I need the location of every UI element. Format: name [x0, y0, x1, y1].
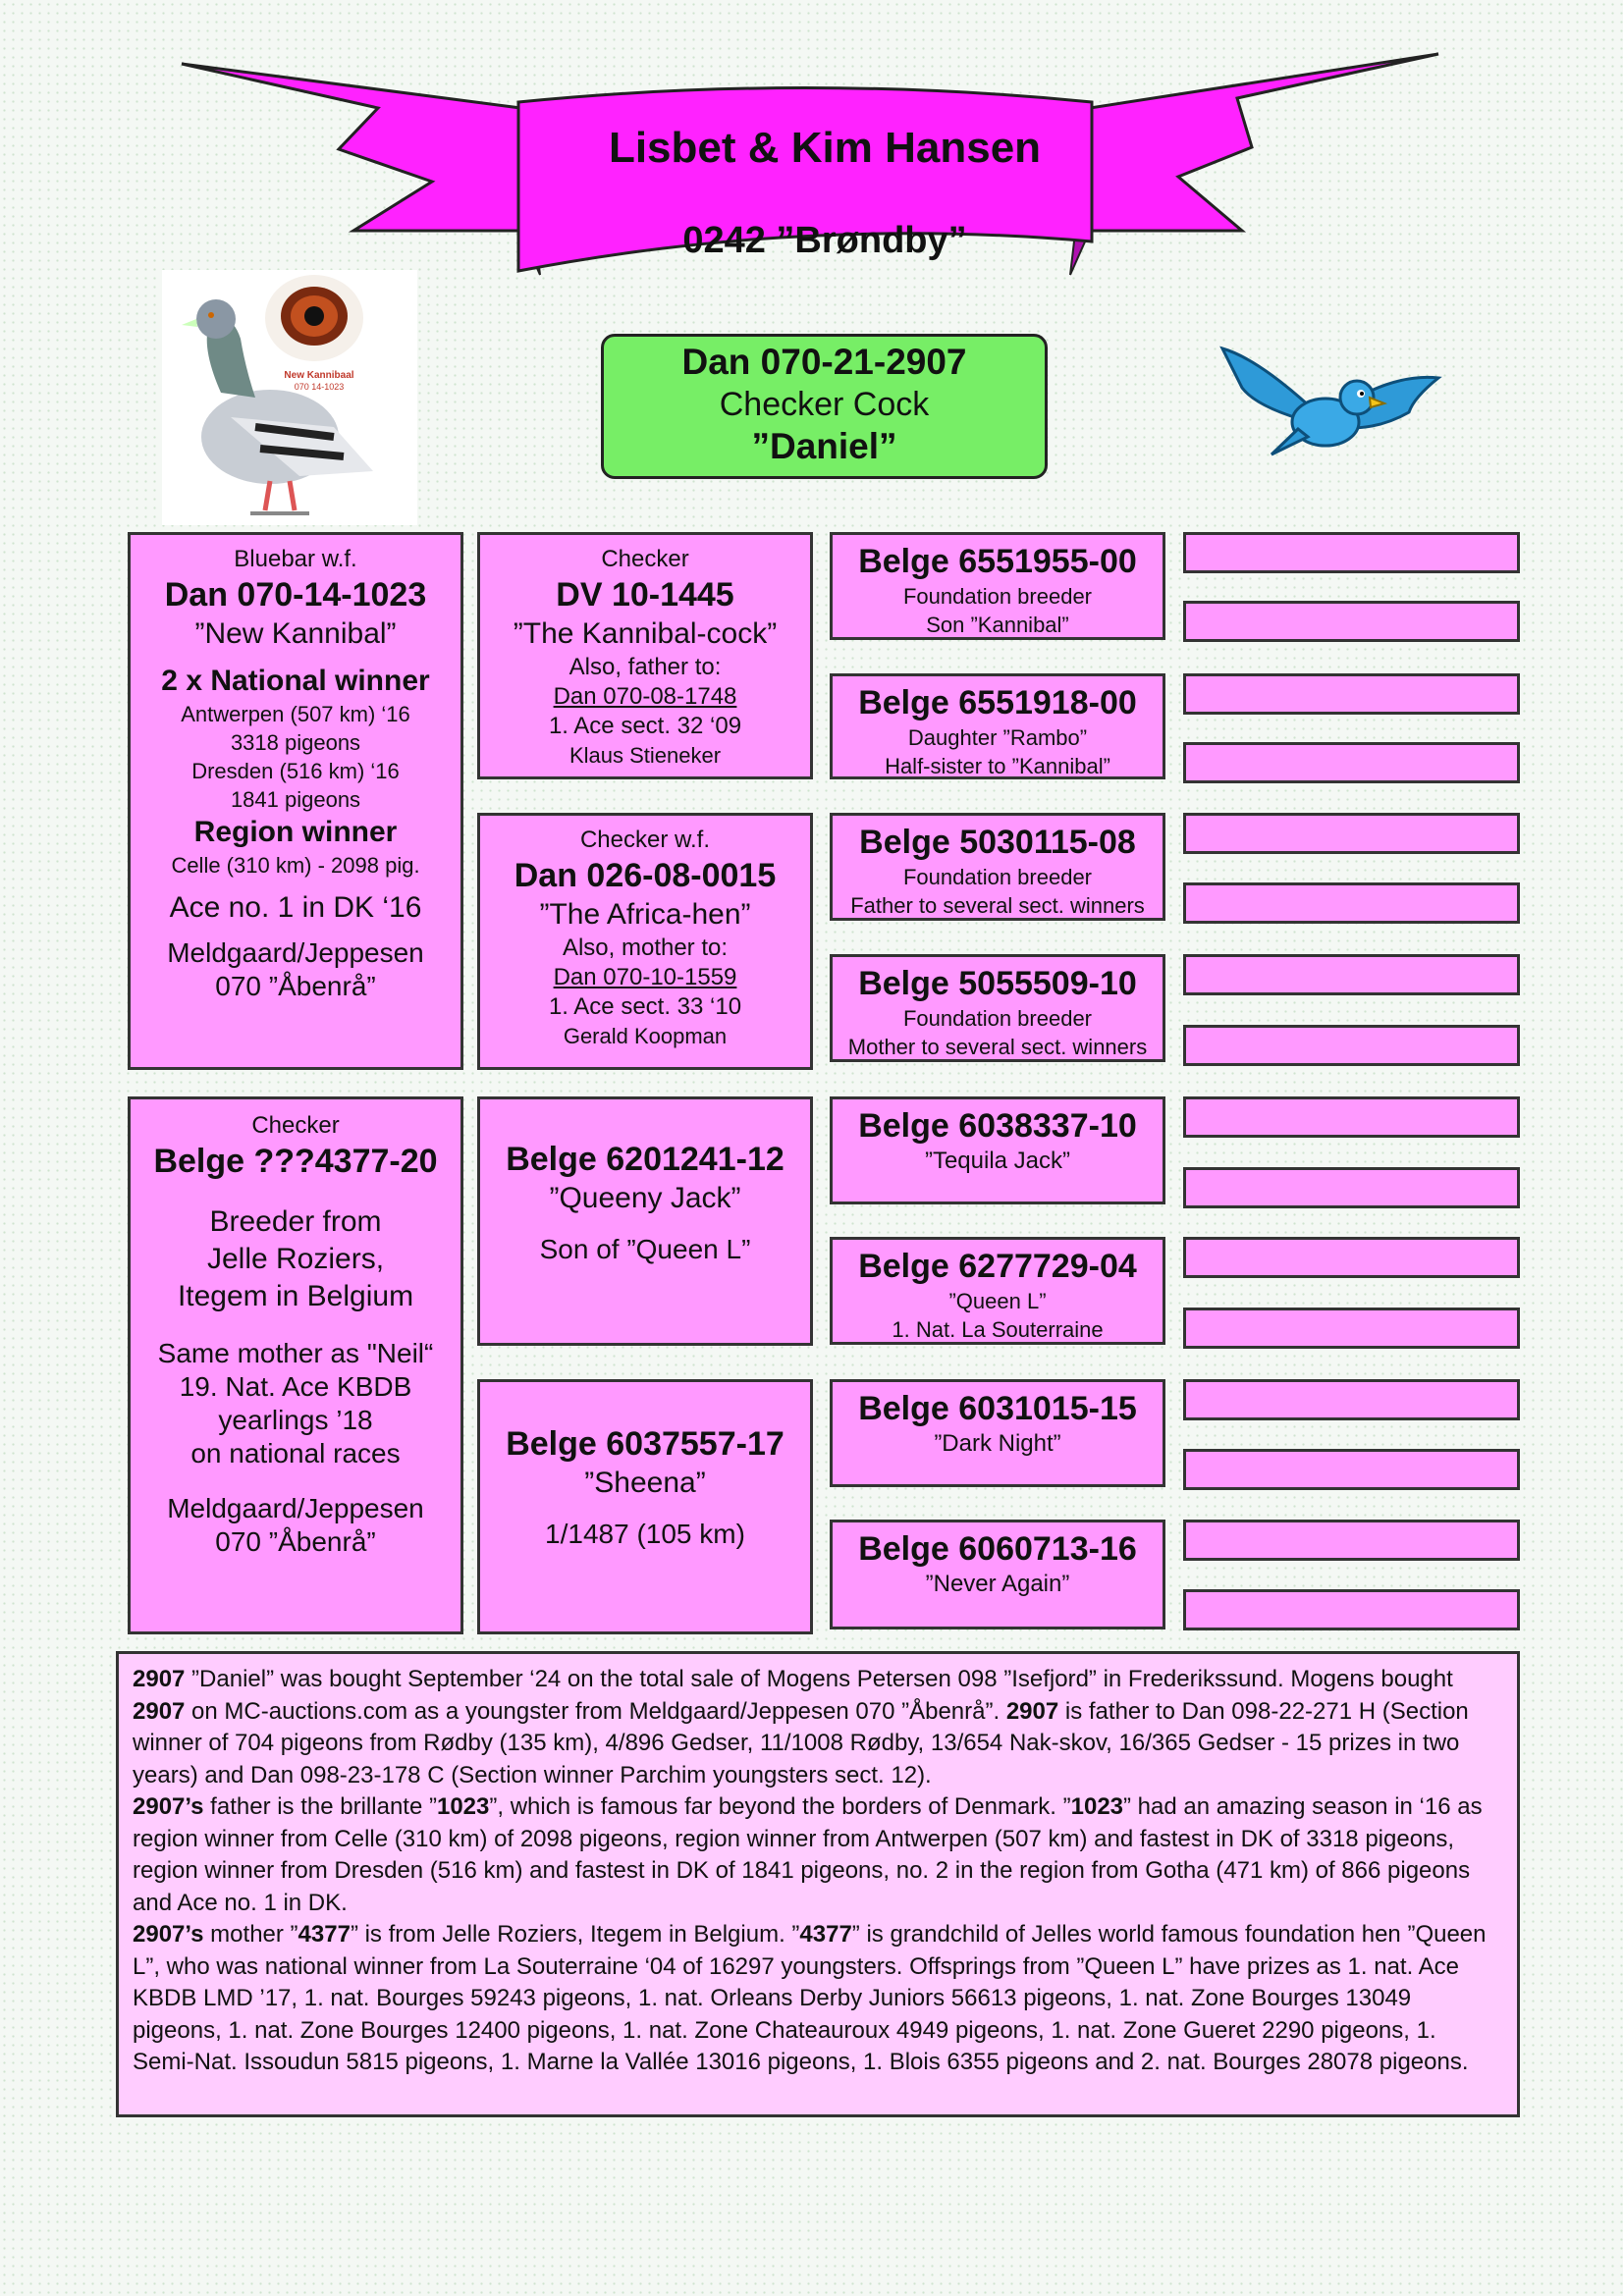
dam-breeder-loft: 070 ”Åbenrå” — [215, 1526, 376, 1557]
g3-line: Foundation breeder — [902, 584, 1093, 609]
g3-line: Foundation breeder — [902, 865, 1093, 889]
sire-ace: Ace no. 1 in DK ‘16 — [169, 891, 422, 924]
ss-ring: DV 10-1445 — [556, 576, 734, 614]
g3-line: ”Never Again” — [925, 1571, 1070, 1597]
g3-line: Mother to several sect. winners — [847, 1035, 1148, 1059]
sire-result: Celle (310 km) - 2098 pig. — [171, 853, 420, 878]
dam-note: on national races — [190, 1438, 401, 1468]
g3-box-6 — [830, 1237, 1165, 1345]
sire-name: ”New Kannibal” — [194, 617, 397, 650]
g4-blank-box — [1183, 742, 1520, 783]
dam-breeder-line: Breeder from — [209, 1205, 382, 1238]
g4-blank-box — [1183, 1520, 1520, 1561]
g3-line: Son ”Kannibal” — [926, 613, 1069, 637]
sd-result: 1. Ace sect. 33 ‘10 — [548, 993, 742, 1020]
subject-name: ”Daniel” — [751, 426, 897, 466]
dam-breeder-line: Jelle Roziers, — [206, 1243, 385, 1275]
description-box — [116, 1651, 1520, 2117]
g3-ring: Belge 5030115-08 — [859, 824, 1136, 861]
g3-line: ”Tequila Jack” — [924, 1148, 1071, 1174]
sire-colour: Bluebar w.f. — [234, 546, 357, 572]
ss-result: 1. Ace sect. 32 ‘09 — [548, 713, 742, 739]
ds-note: Son of ”Queen L” — [539, 1234, 751, 1264]
sd-colour: Checker w.f. — [579, 827, 711, 853]
sire-box — [128, 532, 463, 1070]
description-paragraph-3: 2907’s mother ”4377” is from Jelle Roziers, Itegem in Belgium. ”4377” is grandchild of Jelles world famous foundation hen ”Queen L”, who was national winner from La Souterraine ‘04 of 16297 youngsters. Offsprings from ”Queen L” have prizes as 1. nat. Ace KBDB LMD ’17, 1. nat. Bourges 59243 pigeons, 1. nat. Orleans Derby Juniors 56613 pigeons, 1. nat. Zone Bourges 13049 pigeons, 1. nat. Zone Bourges 12400 pigeons, 1. nat. Zone Chateauroux 4949 pigeons, 1. nat. Zone Gueret 2290 pigeons, 1. Semi-Nat. Issoudun 5815 pigeons, 1. Marne la Vallée 13016 pigeons, 1. Blois 6355 pigeons and 2. nat. Bourges 28078 pigeons. — [133, 1921, 1487, 2075]
breeder-name: Lisbet & Kim Hansen — [608, 124, 1042, 172]
dd-ring: Belge 6037557-17 — [506, 1425, 784, 1463]
sd-also: Also, mother to: — [562, 934, 729, 961]
g3-box-4 — [830, 954, 1165, 1062]
g4-blank-box — [1183, 1308, 1520, 1349]
ds-ring: Belge 6201241-12 — [506, 1141, 784, 1178]
sire-breeder-loft: 070 ”Åbenrå” — [215, 971, 376, 1001]
g4-blank-box — [1183, 1096, 1520, 1138]
g4-blank-box — [1183, 532, 1520, 573]
sd-ring: Dan 026-08-0015 — [514, 857, 777, 894]
dam-note: Same mother as "Neil“ — [157, 1338, 434, 1368]
photo-label: New Kannibaal — [284, 370, 354, 381]
g3-line: ”Queen L” — [948, 1289, 1047, 1313]
g4-blank-box — [1183, 673, 1520, 715]
subject-ring: Dan 070-21-2907 — [681, 342, 967, 382]
banner-left-tail — [182, 64, 520, 231]
sire-result: Dresden (516 km) ‘16 — [191, 759, 400, 783]
ss-breeder: Klaus Stieneker — [568, 743, 722, 768]
sire-ring: Dan 070-14-1023 — [164, 576, 427, 614]
g3-ring: Belge 6551918-00 — [858, 684, 1137, 721]
g4-blank-box — [1183, 1449, 1520, 1490]
g3-ring: Belge 6038337-10 — [858, 1107, 1137, 1145]
dam-colour: Checker — [251, 1112, 340, 1139]
g4-blank-box — [1183, 1237, 1520, 1278]
breeder-loft: 0242 ”Brøndby” — [682, 220, 967, 261]
g4-blank-box — [1183, 1167, 1520, 1208]
g3-line: Daughter ”Rambo” — [907, 725, 1088, 750]
g3-box-1 — [830, 532, 1165, 640]
dam-dam-box — [477, 1379, 813, 1634]
banner-right-tail — [1090, 54, 1438, 231]
dam-box — [128, 1096, 463, 1634]
dam-ring: Belge ???4377-20 — [153, 1143, 438, 1180]
sire-result: 1841 pigeons — [230, 787, 361, 812]
g4-blank-box — [1183, 1025, 1520, 1066]
sire-headline: 2 x National winner — [161, 665, 430, 697]
dd-name: ”Sheena” — [584, 1467, 706, 1499]
g3-line: 1. Nat. La Souterraine — [892, 1317, 1104, 1342]
g4-blank-box — [1183, 882, 1520, 924]
g3-box-5 — [830, 1096, 1165, 1204]
description-paragraph-1: 2907 ”Daniel” was bought September ‘24 on the total sale of Mogens Petersen 098 ”Isefjord” in Frederikssund. Mogens bought 2907 on MC-auctions.com as a youngster from Meldgaard/Jeppesen 070 ”Åbenrå”. 2907 is father to Dan 098-22-271 H (Section winner of 704 pigeons from Rødby (135 km), 4/896 Gedser, 11/1008 Rødby, 13/654 Nak-skov, 16/365 Gedser - 15 prizes in two years) and Dan 098-23-178 C (Section winner Parchim youngsters sect. 12). — [133, 1666, 1469, 1789]
dam-breeder: Meldgaard/Jeppesen — [167, 1493, 424, 1523]
sire-breeder: Meldgaard/Jeppesen — [167, 937, 424, 968]
g3-ring: Belge 6551955-00 — [858, 543, 1137, 580]
g3-ring: Belge 6277729-04 — [858, 1248, 1137, 1285]
dam-breeder-line: Itegem in Belgium — [177, 1280, 414, 1312]
dam-note: 19. Nat. Ace KBDB — [179, 1371, 412, 1402]
g4-blank-box — [1183, 954, 1520, 995]
g4-blank-box — [1183, 601, 1520, 642]
g4-blank-box — [1183, 813, 1520, 854]
ss-also: Also, father to: — [568, 654, 722, 680]
sd-child: Dan 070-10-1559 — [553, 964, 737, 990]
g3-box-7 — [830, 1379, 1165, 1487]
subject-colour: Checker Cock — [719, 386, 930, 423]
ds-name: ”Queeny Jack” — [549, 1182, 741, 1214]
g3-ring: Belge 6031015-15 — [858, 1390, 1137, 1427]
sire-headline-2: Region winner — [193, 816, 398, 848]
g3-box-8 — [830, 1520, 1165, 1629]
dam-note: yearlings ’18 — [218, 1405, 373, 1435]
ss-colour: Checker — [601, 546, 689, 572]
g3-line: Foundation breeder — [902, 1006, 1093, 1031]
dd-note: 1/1487 (105 km) — [545, 1519, 745, 1549]
g3-line: ”Dark Night” — [934, 1430, 1061, 1457]
ss-name: ”The Kannibal-cock” — [513, 617, 778, 650]
sire-dam-box — [477, 813, 813, 1070]
eye-photo — [265, 275, 363, 361]
g4-blank-box — [1183, 1379, 1520, 1420]
ss-child: Dan 070-08-1748 — [553, 683, 737, 710]
dam-sire-box — [477, 1096, 813, 1346]
g3-box-2 — [830, 673, 1165, 779]
g3-line: Half-sister to ”Kannibal” — [885, 754, 1110, 778]
sire-result: Antwerpen (507 km) ‘16 — [181, 702, 410, 726]
description-paragraph-2: 2907’s father is the brillante ”1023”, which is famous far beyond the borders of Denmark. ”1023” had an amazing season in ‘16 as region winner from Celle (310 km) of 2098 pigeons, region winner from Antwerpen (507 km) and fastest in DK of 3318 pigeons, region winner from Dresden (516 km) and fastest in DK of 1841 pigeons, no. 2 in the region from Gotha (471 km) of 866 pigeons and Ace no. 1 in DK. — [133, 1793, 1483, 1916]
photo-label-ring: 070 14-1023 — [294, 382, 345, 392]
subject-box — [601, 334, 1048, 479]
blue-bird-icon — [1217, 339, 1443, 466]
g3-ring: Belge 6060713-16 — [858, 1530, 1137, 1568]
pigeon-photo — [162, 270, 417, 525]
sd-name: ”The Africa-hen” — [539, 898, 751, 931]
sire-result: 3318 pigeons — [230, 730, 361, 755]
g3-line: Father to several sect. winners — [850, 893, 1145, 918]
g4-blank-box — [1183, 1589, 1520, 1630]
eye-icon — [265, 275, 363, 361]
g3-ring: Belge 5055509-10 — [858, 965, 1137, 1002]
sd-breeder: Gerald Koopman — [563, 1024, 728, 1048]
sire-sire-box — [477, 532, 813, 779]
g3-box-3 — [830, 813, 1165, 921]
